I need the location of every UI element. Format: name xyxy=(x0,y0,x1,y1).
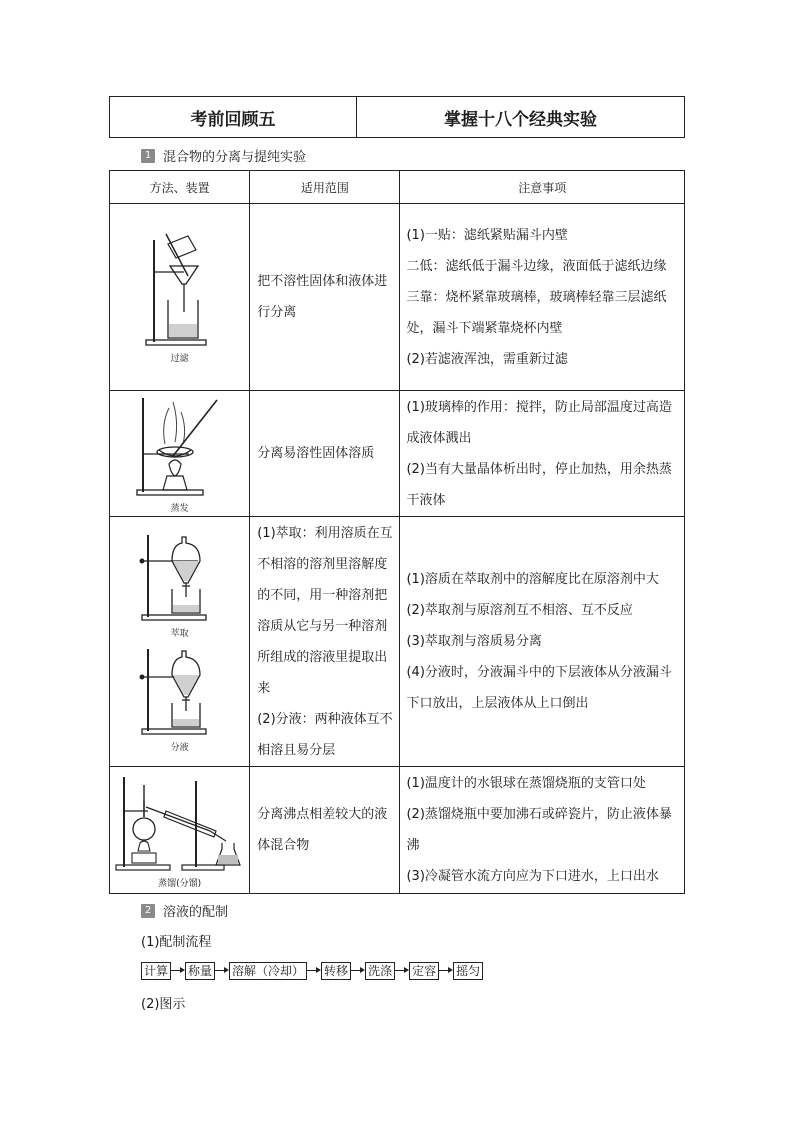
table-row xyxy=(110,517,685,767)
header-notes: 注意事项 xyxy=(400,171,685,204)
table-row xyxy=(110,767,685,894)
scope-cell xyxy=(250,204,400,391)
header-right: 掌握十八个经典实验 xyxy=(444,109,597,130)
distillation-apparatus-icon xyxy=(114,771,246,875)
note-line: (4)分液时，分液漏斗中的下层液体从分液漏斗下口放出，上层液体从上口倒出 xyxy=(406,665,672,711)
flow-step: 称量 xyxy=(185,962,215,980)
section1-title xyxy=(141,146,306,165)
note-line: 三靠：烧杯紧靠玻璃棒，玻璃棒轻靠三层滤纸处，漏斗下端紧靠烧杯内壁 xyxy=(406,289,667,336)
section1-label: 混合物的分离与提纯实验 xyxy=(163,150,307,165)
note-line: (2)若滤液浑浊，需重新过滤 xyxy=(406,351,568,367)
note-line: (3)冷凝管水流方向应为下口进水，上口出水 xyxy=(406,869,659,884)
section2-label: 溶液的配制 xyxy=(163,905,229,920)
flow-step: 计算 xyxy=(141,962,171,980)
separation-funnel-icon xyxy=(138,645,222,739)
table-row xyxy=(110,204,685,391)
diagram-subtitle: (2)图示 xyxy=(141,997,186,1012)
header-method: 方法、装置 xyxy=(110,171,250,204)
note-line: (1)一贴：滤纸紧贴漏斗内壁 xyxy=(406,227,568,243)
note-line: (2)蒸馏烧瓶中要加沸石或碎瓷片，防止液体暴沸 xyxy=(406,807,672,853)
scope-text: (2)分液：两种液体互不相溶且易分层 xyxy=(257,711,393,758)
arrow-right-icon xyxy=(351,966,365,976)
scope-text: 分离沸点相差较大的液体混合物 xyxy=(257,807,388,853)
section-number-badge: 2 xyxy=(141,904,155,918)
table-header-row xyxy=(110,171,685,204)
flow-step: 摇匀 xyxy=(453,962,483,980)
filtration-apparatus-icon xyxy=(140,230,220,350)
arrow-right-icon xyxy=(171,966,185,976)
arrow-right-icon xyxy=(439,966,453,976)
flow-step: 溶解（冷却） xyxy=(229,962,307,980)
apparatus-caption: 分液 xyxy=(170,742,189,753)
note-line: (2)当有大量晶体析出时，停止加热，用余热蒸干液体 xyxy=(406,461,672,508)
apparatus-caption: 蒸发 xyxy=(170,503,189,514)
arrow-right-icon xyxy=(307,966,321,976)
scope-cell xyxy=(250,767,400,894)
evaporation-apparatus-icon xyxy=(135,394,225,500)
apparatus-caption: 蒸馏(分馏) xyxy=(158,879,202,889)
note-line: (1)温度计的水银球在蒸馏烧瓶的支管口处 xyxy=(406,776,646,791)
apparatus-cell xyxy=(110,767,250,894)
table-row xyxy=(110,391,685,517)
note-line: (1)玻璃棒的作用：搅拌，防止局部温度过高造成液体溅出 xyxy=(406,399,672,446)
note-line: (2)萃取剂与原溶剂互不相溶、互不反应 xyxy=(406,603,633,618)
flow-step: 定容 xyxy=(409,962,439,980)
scope-text: 把不溶性固体和液体进行分离 xyxy=(257,274,388,320)
scope-text: 分离易溶性固体溶质 xyxy=(257,446,375,461)
header-table xyxy=(109,96,685,138)
flow-step: 洗涤 xyxy=(365,962,395,980)
apparatus-cell xyxy=(110,391,250,517)
notes-cell xyxy=(400,391,685,517)
scope-cell xyxy=(250,391,400,517)
apparatus-cell xyxy=(110,204,250,391)
note-line: (1)溶质在萃取剂中的溶解度比在原溶剂中大 xyxy=(406,572,659,587)
arrow-right-icon xyxy=(395,966,409,976)
apparatus-cell xyxy=(110,517,250,767)
apparatus-caption: 过滤 xyxy=(170,354,189,364)
arrow-right-icon xyxy=(215,966,229,976)
section2-title xyxy=(141,901,228,920)
extraction-apparatus-icon xyxy=(138,531,222,625)
apparatus-caption: 萃取 xyxy=(170,628,189,639)
header-scope: 适用范围 xyxy=(250,171,400,204)
notes-cell xyxy=(400,517,685,767)
header-left: 考前回顾五 xyxy=(110,97,357,137)
separation-table xyxy=(109,170,685,894)
preparation-flow xyxy=(141,962,483,980)
notes-cell xyxy=(400,767,685,894)
note-line: 二低：滤纸低于漏斗边缘，液面低于滤纸边缘 xyxy=(406,258,667,274)
flow-step: 转移 xyxy=(321,962,351,980)
scope-text: (1)萃取：利用溶质在互不相溶的溶剂里溶解度的不同，用一种溶剂把溶质从它与另一种溶剂所组成的溶液里提取出来 xyxy=(257,525,393,696)
note-line: (3)萃取剂与溶质易分离 xyxy=(406,634,542,649)
section-number-badge: 1 xyxy=(141,149,155,163)
scope-cell xyxy=(250,517,400,767)
notes-cell xyxy=(400,204,685,391)
process-subtitle: (1)配制流程 xyxy=(141,935,212,950)
